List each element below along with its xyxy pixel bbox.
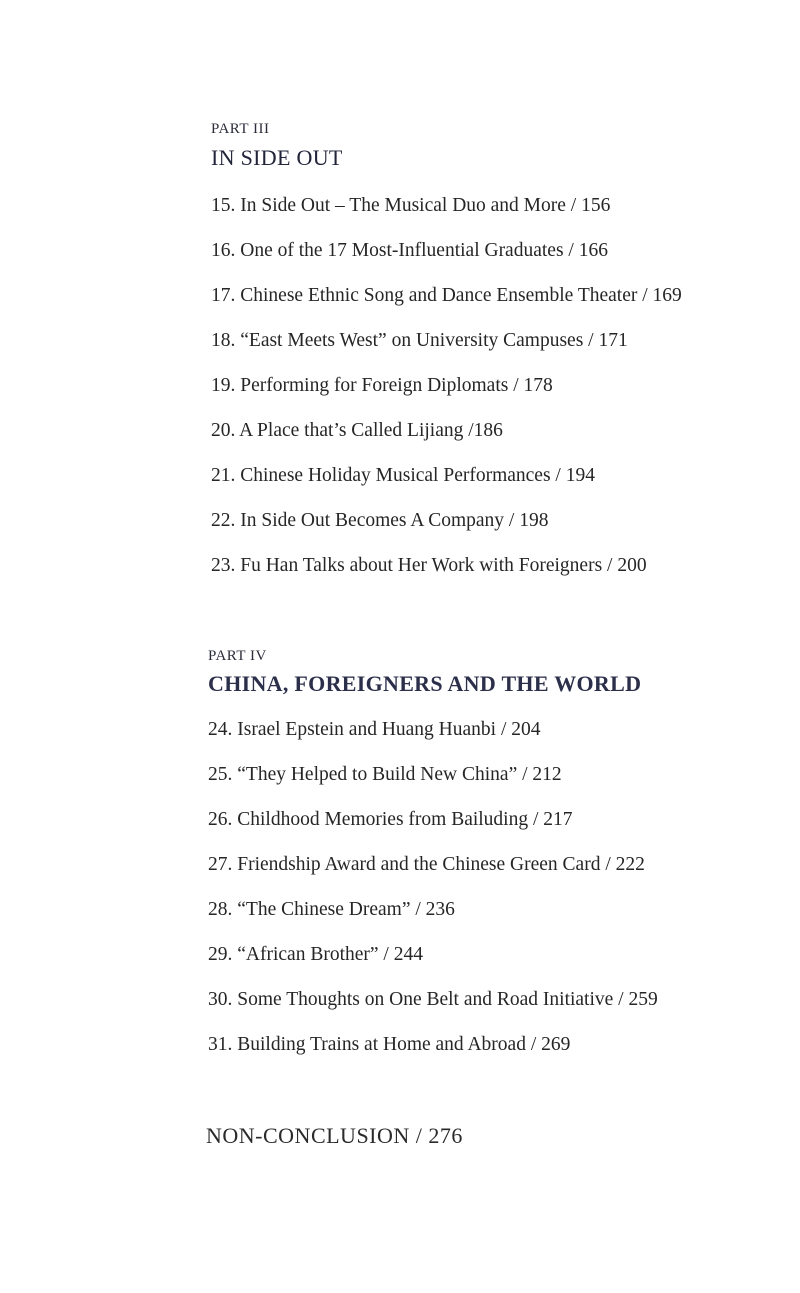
toc-entry: 27. Friendship Award and the Chinese Green Card / 222 bbox=[208, 854, 645, 875]
toc-entry: 26. Childhood Memories from Bailuding / 217 bbox=[208, 809, 573, 830]
part-3-entries bbox=[211, 183, 682, 588]
toc-entry: 18. “East Meets West” on University Campuses / 171 bbox=[211, 330, 628, 351]
toc-entry: 23. Fu Han Talks about Her Work with Foreigners / 200 bbox=[211, 555, 647, 576]
toc-entry: 15. In Side Out – The Musical Duo and More / 156 bbox=[211, 195, 611, 216]
toc-entry: 19. Performing for Foreign Diplomats / 178 bbox=[211, 375, 553, 396]
part-4-title: CHINA, FOREIGNERS AND THE WORLD bbox=[208, 671, 642, 696]
toc-entry: 28. “The Chinese Dream” / 236 bbox=[208, 899, 455, 920]
toc-entry: 16. One of the 17 Most-Influential Graduates / 166 bbox=[211, 240, 608, 261]
toc-entry: 24. Israel Epstein and Huang Huanbi / 204 bbox=[208, 719, 541, 740]
part-4-entries bbox=[208, 707, 658, 1067]
toc-entry: 30. Some Thoughts on One Belt and Road Initiative / 259 bbox=[208, 989, 658, 1010]
toc-entry: 22. In Side Out Becomes A Company / 198 bbox=[211, 510, 549, 531]
toc-entry: 21. Chinese Holiday Musical Performances / 194 bbox=[211, 465, 595, 486]
toc-entry: 25. “They Helped to Build New China” / 212 bbox=[208, 764, 562, 785]
part-3-label: PART III bbox=[211, 121, 270, 137]
toc-entry: 17. Chinese Ethnic Song and Dance Ensemble Theater / 169 bbox=[211, 285, 682, 306]
non-conclusion-entry: NON-CONCLUSION / 276 bbox=[206, 1123, 463, 1148]
toc-entry: 31. Building Trains at Home and Abroad / 269 bbox=[208, 1034, 571, 1055]
toc-entry: 20. A Place that’s Called Lijiang /186 bbox=[211, 420, 503, 441]
part-4-label: PART IV bbox=[208, 648, 267, 664]
toc-entry: 29. “African Brother” / 244 bbox=[208, 944, 423, 965]
part-3-title: IN SIDE OUT bbox=[211, 145, 343, 170]
